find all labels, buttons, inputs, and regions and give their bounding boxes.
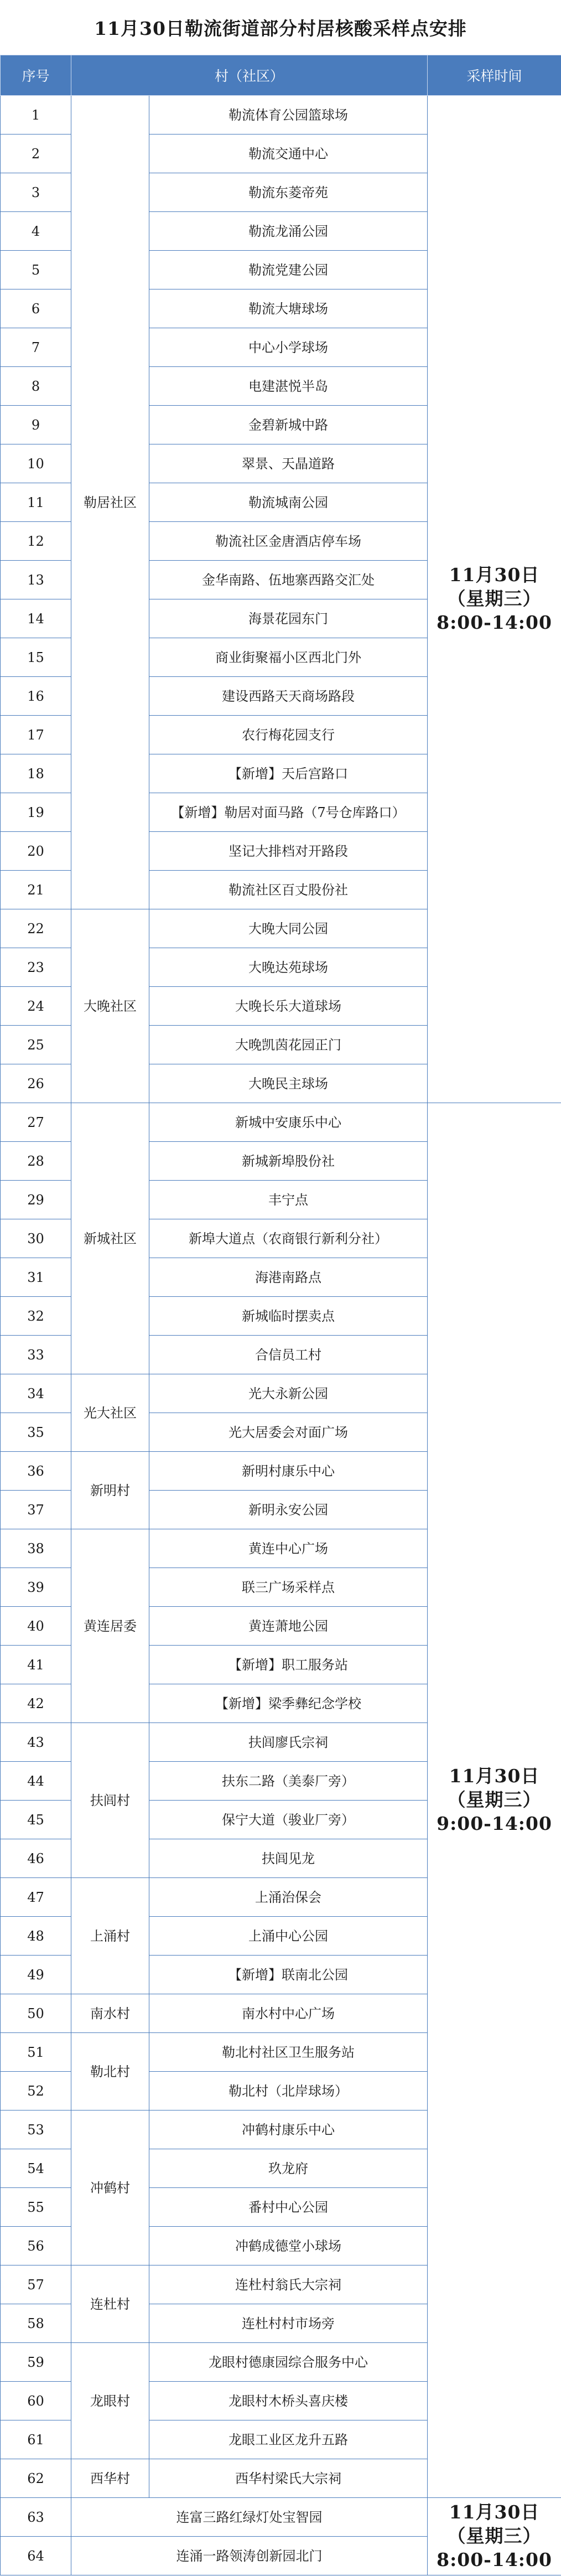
site-name: 冲鹤成德堂小球场 — [149, 2227, 428, 2265]
row-number: 38 — [1, 1529, 71, 1568]
document-title: 11月30日勒流街道部分村居核酸采样点安排 — [94, 18, 467, 39]
row-number: 2 — [1, 135, 71, 173]
header-village: 村（社区） — [71, 55, 428, 96]
site-name: 新明永安公园 — [149, 1491, 428, 1529]
site-name: 勒流交通中心 — [149, 135, 428, 173]
site-name: 连杜村村市场旁 — [149, 2304, 428, 2343]
row-number: 36 — [1, 1452, 71, 1491]
site-name: 大晚长乐大道球场 — [149, 987, 428, 1026]
row-number: 8 — [1, 367, 71, 406]
site-name: 连富三路红绿灯处宝智园 — [71, 2498, 428, 2537]
site-name: 翠景、天晶道路 — [149, 444, 428, 483]
time-date: 11月30日 — [449, 2501, 540, 2523]
site-name: 新明村康乐中心 — [149, 1452, 428, 1491]
row-number: 45 — [1, 1801, 71, 1839]
site-name: 南水村中心广场 — [149, 1994, 428, 2033]
site-name: 勒流城南公园 — [149, 483, 428, 522]
row-number: 55 — [1, 2188, 71, 2227]
time-weekday: （星期三） — [447, 2525, 542, 2547]
row-number: 34 — [1, 1374, 71, 1413]
table-row — [1, 1103, 561, 1142]
site-name: 联三广场采样点 — [149, 1568, 428, 1607]
row-number: 40 — [1, 1607, 71, 1646]
site-name: 勒流社区百丈股份社 — [149, 871, 428, 909]
row-number: 23 — [1, 948, 71, 987]
row-number: 62 — [1, 2459, 71, 2498]
site-name: 勒北村（北岸球场） — [149, 2072, 428, 2111]
site-name: 黄连萧地公园 — [149, 1607, 428, 1646]
site-name: 上涌中心公园 — [149, 1917, 428, 1956]
village-name: 光大社区 — [71, 1374, 149, 1452]
village-name: 龙眼村 — [71, 2343, 149, 2459]
site-name: 【新增】梁季彝纪念学校 — [149, 1684, 428, 1723]
time-date: 11月30日 — [449, 564, 540, 586]
time-hours: 9:00-14:00 — [437, 1812, 552, 1834]
row-number: 49 — [1, 1956, 71, 1994]
site-name: 扶闾见龙 — [149, 1839, 428, 1878]
row-number: 39 — [1, 1568, 71, 1607]
site-name: 扶闾廖氏宗祠 — [149, 1723, 428, 1762]
site-name: 勒流大塘球场 — [149, 289, 428, 328]
row-number: 12 — [1, 522, 71, 561]
header-time: 采样时间 — [428, 55, 561, 96]
row-number: 56 — [1, 2227, 71, 2265]
row-number: 53 — [1, 2111, 71, 2149]
row-number: 31 — [1, 1258, 71, 1297]
time-weekday: （星期三） — [447, 588, 542, 610]
row-number: 61 — [1, 2420, 71, 2459]
row-number: 7 — [1, 328, 71, 367]
time-hours: 8:00-14:00 — [437, 611, 552, 633]
row-number: 44 — [1, 1762, 71, 1801]
row-number: 24 — [1, 987, 71, 1026]
row-number: 30 — [1, 1219, 71, 1258]
site-name: 合信员工村 — [149, 1336, 428, 1374]
site-name: 大晚凯茵花园正门 — [149, 1026, 428, 1064]
village-name: 勒居社区 — [71, 96, 149, 909]
site-name: 中心小学球场 — [149, 328, 428, 367]
row-number: 63 — [1, 2498, 71, 2537]
row-number: 21 — [1, 871, 71, 909]
site-name: 【新增】联南北公园 — [149, 1956, 428, 1994]
sampling-time — [428, 1103, 561, 2498]
row-number: 18 — [1, 754, 71, 793]
site-name: 大晚民主球场 — [149, 1064, 428, 1103]
village-name: 冲鹤村 — [71, 2111, 149, 2265]
row-number: 46 — [1, 1839, 71, 1878]
site-name: 新埠大道点（农商银行新利分社） — [149, 1219, 428, 1258]
row-number: 26 — [1, 1064, 71, 1103]
village-name: 大晚社区 — [71, 909, 149, 1103]
site-name: 番村中心公园 — [149, 2188, 428, 2227]
site-name: 保宁大道（骏业厂旁） — [149, 1801, 428, 1839]
village-name: 上涌村 — [71, 1878, 149, 1994]
row-number: 15 — [1, 638, 71, 677]
site-name: 勒北村社区卫生服务站 — [149, 2033, 428, 2072]
site-name: 冲鹤村康乐中心 — [149, 2111, 428, 2149]
row-number: 17 — [1, 716, 71, 754]
row-number: 20 — [1, 832, 71, 871]
site-name: 龙眼村德康园综合服务中心 — [149, 2343, 428, 2382]
village-name: 勒北村 — [71, 2033, 149, 2111]
time-hours: 8:00-14:00 — [437, 2548, 552, 2570]
site-name: 金华南路、伍地寨西路交汇处 — [149, 561, 428, 599]
row-number: 59 — [1, 2343, 71, 2382]
row-number: 54 — [1, 2149, 71, 2188]
row-number: 57 — [1, 2265, 71, 2304]
table-body — [1, 96, 561, 2575]
row-number: 41 — [1, 1646, 71, 1684]
row-number: 35 — [1, 1413, 71, 1452]
row-number: 22 — [1, 909, 71, 948]
row-number: 42 — [1, 1684, 71, 1723]
site-name: 勒流龙涌公园 — [149, 212, 428, 251]
village-name: 连杜村 — [71, 2265, 149, 2343]
site-name: 光大居委会对面广场 — [149, 1413, 428, 1452]
site-name: 大晚达苑球场 — [149, 948, 428, 987]
site-name: 【新增】天后宫路口 — [149, 754, 428, 793]
row-number: 9 — [1, 406, 71, 444]
site-name: 勒流社区金唐酒店停车场 — [149, 522, 428, 561]
sampling-time — [428, 2498, 561, 2575]
row-number: 3 — [1, 173, 71, 212]
table-header-row — [1, 55, 561, 96]
site-name: 【新增】勒居对面马路（7号仓库路口） — [149, 793, 428, 832]
time-date: 11月30日 — [449, 1765, 540, 1787]
row-number: 6 — [1, 289, 71, 328]
site-name: 【新增】职工服务站 — [149, 1646, 428, 1684]
row-number: 5 — [1, 251, 71, 289]
site-name: 新城临时摆卖点 — [149, 1297, 428, 1336]
time-weekday: （星期三） — [447, 1789, 542, 1811]
site-name: 商业街聚福小区西北门外 — [149, 638, 428, 677]
row-number: 4 — [1, 212, 71, 251]
row-number: 25 — [1, 1026, 71, 1064]
row-number: 51 — [1, 2033, 71, 2072]
site-name: 西华村梁氏大宗祠 — [149, 2459, 428, 2498]
site-name: 坚记大排档对开路段 — [149, 832, 428, 871]
row-number: 10 — [1, 444, 71, 483]
row-number: 14 — [1, 599, 71, 638]
site-name: 连涌一路领涛创新园北门 — [71, 2537, 428, 2575]
site-name: 勒流体育公园篮球场 — [149, 96, 428, 135]
site-name: 丰宁点 — [149, 1181, 428, 1219]
site-name: 光大永新公园 — [149, 1374, 428, 1413]
table-row — [1, 2498, 561, 2537]
site-name: 玖龙府 — [149, 2149, 428, 2188]
row-number: 1 — [1, 96, 71, 135]
site-name: 扶东二路（美泰厂旁） — [149, 1762, 428, 1801]
site-name: 建设西路天天商场路段 — [149, 677, 428, 716]
site-name: 电建湛悦半岛 — [149, 367, 428, 406]
site-name: 上涌治保会 — [149, 1878, 428, 1917]
village-name: 扶闾村 — [71, 1723, 149, 1878]
row-number: 60 — [1, 2382, 71, 2420]
header-no: 序号 — [1, 55, 71, 96]
village-name: 南水村 — [71, 1994, 149, 2033]
row-number: 27 — [1, 1103, 71, 1142]
row-number: 47 — [1, 1878, 71, 1917]
site-name: 勒流东菱帝苑 — [149, 173, 428, 212]
row-number: 28 — [1, 1142, 71, 1181]
row-number: 16 — [1, 677, 71, 716]
site-name: 大晚大同公园 — [149, 909, 428, 948]
row-number: 48 — [1, 1917, 71, 1956]
table-row — [1, 96, 561, 135]
site-name: 金碧新城中路 — [149, 406, 428, 444]
row-number: 13 — [1, 561, 71, 599]
site-name: 勒流党建公园 — [149, 251, 428, 289]
site-name: 黄连中心广场 — [149, 1529, 428, 1568]
row-number: 37 — [1, 1491, 71, 1529]
row-number: 64 — [1, 2537, 71, 2575]
village-name: 黄连居委 — [71, 1529, 149, 1723]
village-name: 西华村 — [71, 2459, 149, 2498]
sampling-time — [428, 96, 561, 1103]
row-number: 32 — [1, 1297, 71, 1336]
site-name: 海景花园东门 — [149, 599, 428, 638]
site-name: 新城新埠股份社 — [149, 1142, 428, 1181]
site-name: 龙眼村木桥头喜庆楼 — [149, 2382, 428, 2420]
row-number: 52 — [1, 2072, 71, 2111]
row-number: 33 — [1, 1336, 71, 1374]
site-name: 龙眼工业区龙升五路 — [149, 2420, 428, 2459]
row-number: 58 — [1, 2304, 71, 2343]
row-number: 43 — [1, 1723, 71, 1762]
site-name: 新城中安康乐中心 — [149, 1103, 428, 1142]
site-name: 农行梅花园支行 — [149, 716, 428, 754]
row-number: 11 — [1, 483, 71, 522]
row-number: 29 — [1, 1181, 71, 1219]
site-name: 海港南路点 — [149, 1258, 428, 1297]
row-number: 19 — [1, 793, 71, 832]
site-name: 连杜村翁氏大宗祠 — [149, 2265, 428, 2304]
village-name: 新明村 — [71, 1452, 149, 1529]
row-number: 50 — [1, 1994, 71, 2033]
village-name: 新城社区 — [71, 1103, 149, 1374]
schedule-table — [0, 55, 561, 2575]
